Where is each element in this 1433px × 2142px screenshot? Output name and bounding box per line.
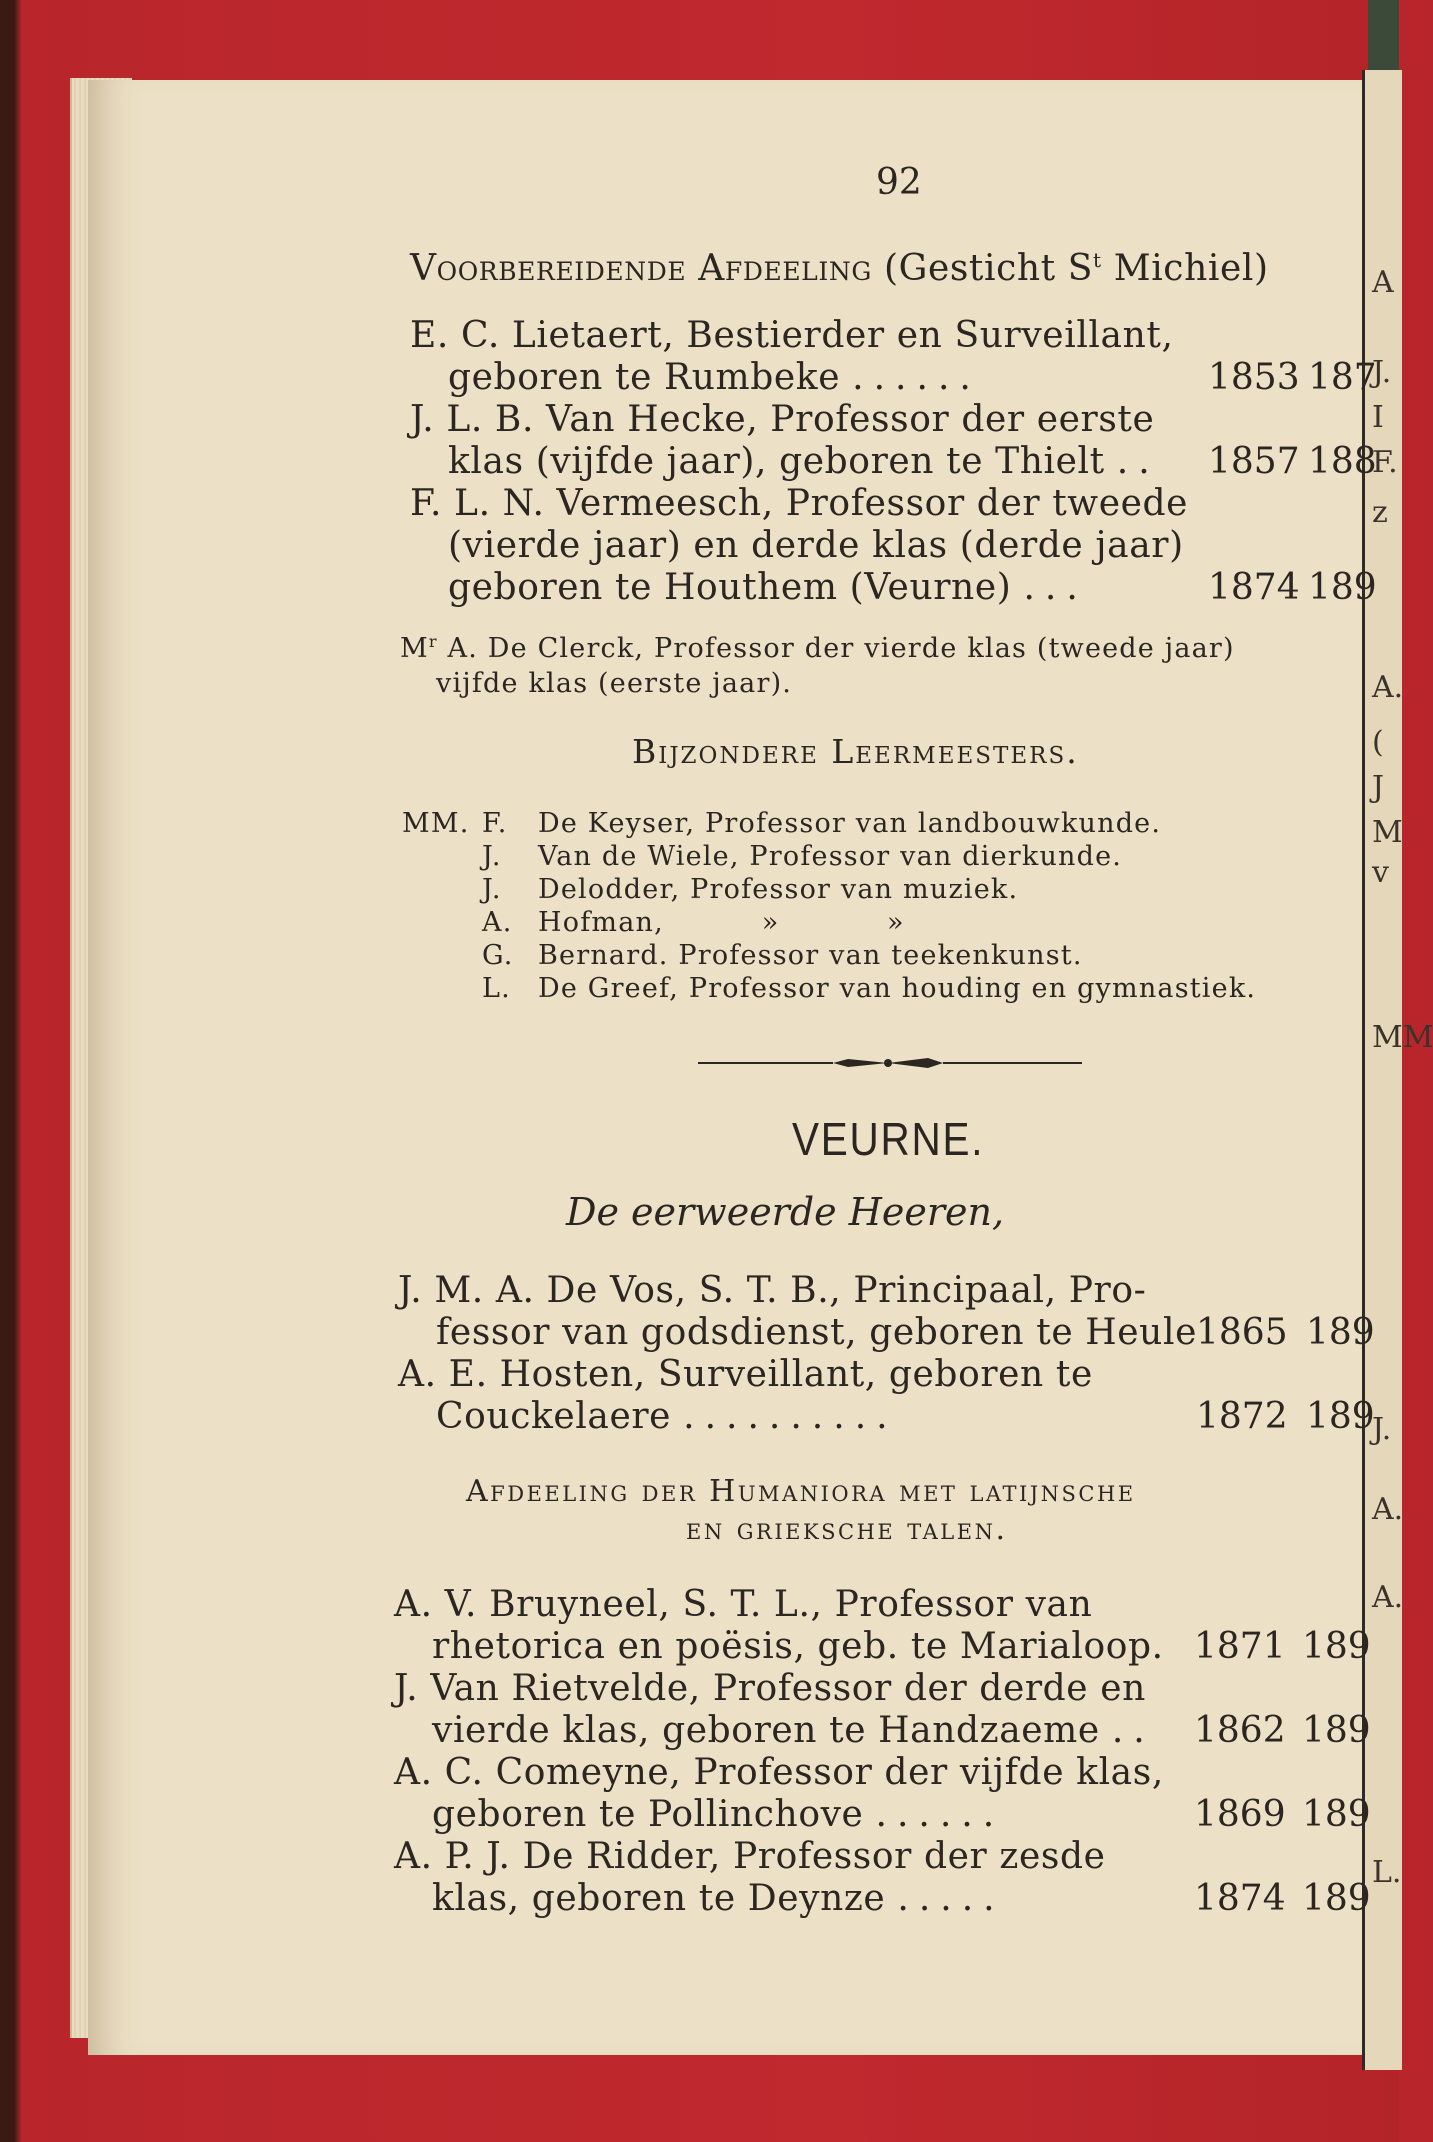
staff-entry-line: A. P. J. De Ridder, Professor der zesde xyxy=(394,1836,1106,1877)
appointment-year: 189 xyxy=(1302,1710,1371,1751)
teacher-initial: J. xyxy=(482,841,502,872)
ornament-divider xyxy=(698,1050,1082,1076)
staff-entry-line: A. V. Bruyneel, S. T. L., Professor van xyxy=(394,1584,1093,1625)
staff-entry-line: fessor van godsdienst, geboren te Heule xyxy=(436,1312,1197,1353)
note-line: $M^r$ A. De Clerck, Professor der vierde klas (tweede jaar) xyxy=(400,632,1235,664)
facing-fragment: ( xyxy=(1372,725,1384,760)
birth-year: 1871 xyxy=(1194,1626,1286,1667)
appointment-year: 188 xyxy=(1308,441,1377,482)
teacher-initial: A. xyxy=(482,907,513,938)
staff-entry-line: A. C. Comeyne, Professor der vijfde klas, xyxy=(394,1752,1164,1793)
appointment-year: 189 xyxy=(1308,567,1377,608)
staff-entry-line: F. L. N. Vermeesch, Professor der tweede xyxy=(410,483,1189,524)
birth-year: 1872 xyxy=(1196,1396,1288,1437)
teacher-line: De Greef, Professor van houding en gymnastiek. xyxy=(538,973,1257,1004)
staff-entry-line: J. Van Rietvelde, Professor der derde en xyxy=(394,1668,1146,1709)
appointment-year: 189 xyxy=(1302,1878,1371,1919)
staff-entry-line: geboren te Pollinchove ...... xyxy=(432,1794,1005,1835)
facing-fragment: J. xyxy=(1372,1412,1392,1447)
staff-entry-line: (vierde jaar) en derde klas (derde jaar) xyxy=(448,525,1184,566)
appointment-year: 187 xyxy=(1308,357,1377,398)
facing-fragment: z xyxy=(1372,495,1388,530)
facing-fragment: F. xyxy=(1372,445,1398,480)
birth-year: 1853 xyxy=(1208,357,1300,398)
appointment-year: 189 xyxy=(1306,1312,1375,1353)
staff-entry-line: J. L. B. Van Hecke, Professor der eerste xyxy=(410,399,1155,440)
subtitle: De eerweerde Heeren, xyxy=(566,1190,1005,1234)
staff-entry-line: vierde klas, geboren te Handzaeme .. xyxy=(432,1710,1155,1751)
teacher-line: Bernard. Professor van teekenkunst. xyxy=(538,940,1083,971)
appointment-year: 189 xyxy=(1306,1396,1375,1437)
facing-fragment: L. xyxy=(1372,1855,1402,1890)
teacher-line: Hofman, » » xyxy=(538,907,905,938)
facing-fragment: M xyxy=(1372,815,1403,850)
birth-year: 1865 xyxy=(1196,1312,1288,1353)
teacher-initial: L. xyxy=(482,973,511,1004)
appointment-year: 189 xyxy=(1302,1794,1371,1835)
birth-year: 1862 xyxy=(1194,1710,1286,1751)
facing-fragment: v xyxy=(1372,855,1389,890)
teacher-initial: F. xyxy=(482,808,508,839)
teacher-line: Delodder, Professor van muziek. xyxy=(538,874,1019,905)
birth-year: 1869 xyxy=(1194,1794,1286,1835)
staff-entry-line: A. E. Hosten, Surveillant, geboren te xyxy=(398,1354,1093,1395)
facing-fragment: J. xyxy=(1372,355,1392,390)
facing-fragment: J xyxy=(1372,770,1385,805)
town-title: VEURNE. xyxy=(792,1113,985,1165)
birth-year: 1874 xyxy=(1208,567,1300,608)
staff-entry-line: J. M. A. De Vos, S. T. B., Principaal, Pro- xyxy=(398,1270,1147,1311)
staff-entry-line: Couckelaere .......... xyxy=(436,1396,898,1437)
mm-label: MM. xyxy=(402,808,470,839)
staff-entry-line: geboren te Houthem (Veurne) ... xyxy=(448,567,1088,608)
section-heading: Afdeeling der Humaniora met latijnsche xyxy=(466,1474,1136,1509)
appointment-year: 189 xyxy=(1302,1626,1371,1667)
staff-entry-line: klas, geboren te Deynze ..... xyxy=(432,1878,1005,1919)
facing-fragment: A xyxy=(1372,265,1394,300)
staff-entry-line: geboren te Rumbeke ...... xyxy=(448,357,981,398)
page-number: 92 xyxy=(876,162,922,203)
teacher-initial: G. xyxy=(482,940,514,971)
facing-fragment: A. xyxy=(1372,1580,1404,1615)
facing-fragment: I xyxy=(1372,400,1384,435)
facing-fragment: A. xyxy=(1372,670,1404,705)
teacher-line: Van de Wiele, Professor van dierkunde. xyxy=(538,841,1123,872)
teacher-line: De Keyser, Professor van landbouwkunde. xyxy=(538,808,1162,839)
teacher-initial: J. xyxy=(482,874,502,905)
note-line: vijfde klas (eerste jaar). xyxy=(436,668,793,699)
section-heading: Bijzondere Leermeesters. xyxy=(632,732,1079,771)
facing-fragment: A. xyxy=(1372,1492,1404,1527)
staff-entry-line: E. C. Lietaert, Bestierder en Surveillant, xyxy=(410,315,1174,356)
facing-fragment: MM xyxy=(1372,1020,1433,1055)
birth-year: 1874 xyxy=(1194,1878,1286,1919)
birth-year: 1857 xyxy=(1208,441,1300,482)
section-heading: en grieksche talen. xyxy=(686,1512,1008,1547)
staff-entry-line: klas (vijfde jaar), geboren te Thielt .. xyxy=(448,441,1160,482)
staff-entry-line: rhetorica en poësis, geb. te Marialoop. xyxy=(432,1626,1164,1667)
section-heading: Voorbereidende Afdeeling (Gesticht $S^t$ Michiel) xyxy=(410,248,1269,289)
